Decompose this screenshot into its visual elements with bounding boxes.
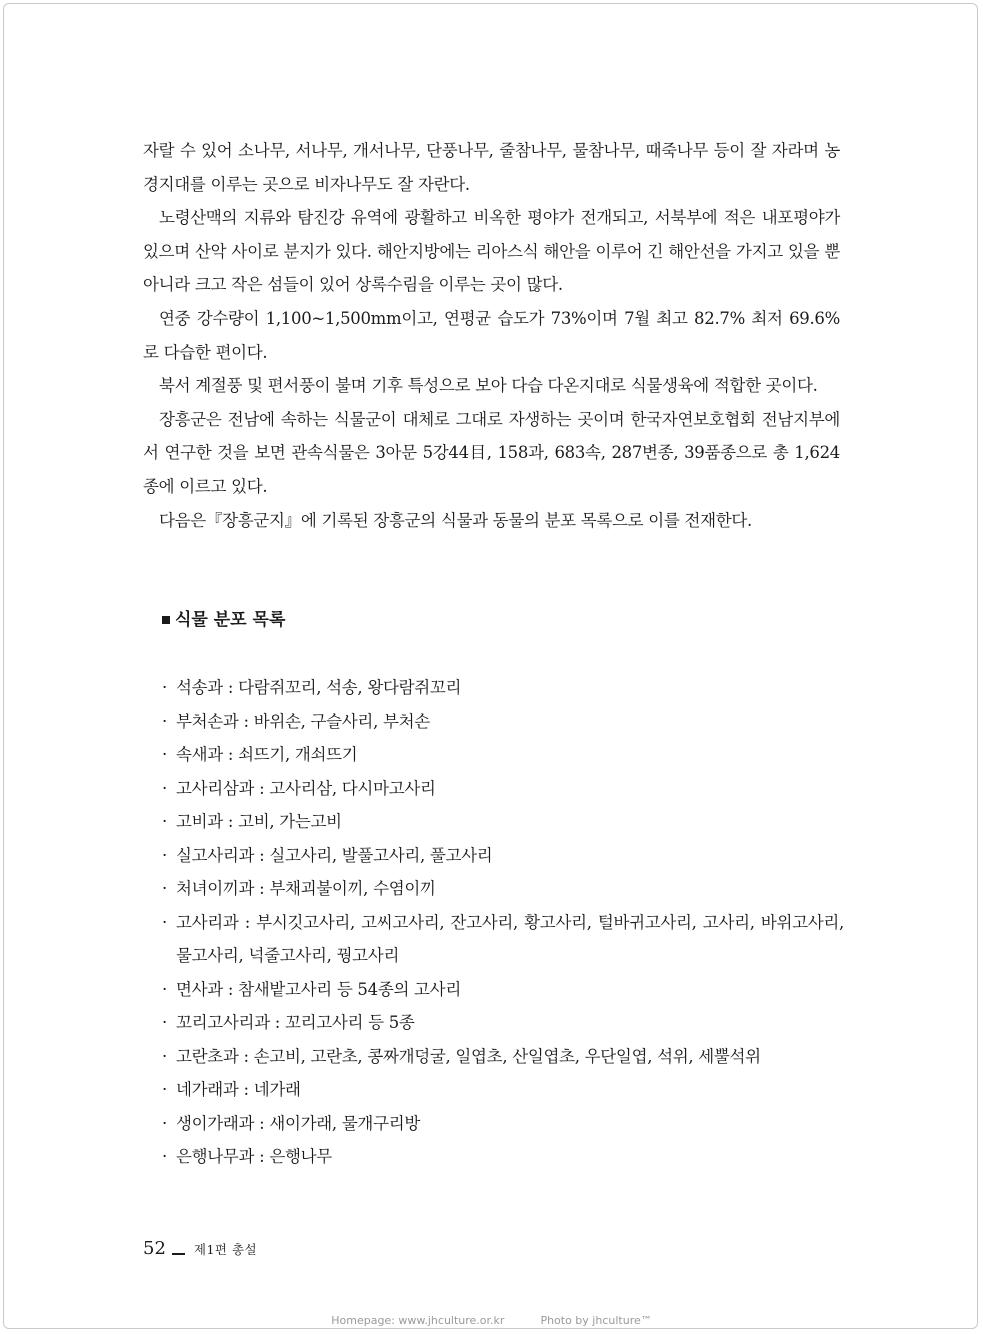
list-item-text: 속새과 : 쇠뜨기, 개쇠뜨기: [176, 745, 358, 764]
list-item: [162, 1006, 844, 1040]
list-item-text: 고사리삼과 : 고사리삼, 다시마고사리: [176, 778, 436, 798]
list-item: [162, 1040, 844, 1074]
bullet-dot-icon: ·: [162, 879, 167, 898]
list-item: [162, 1073, 844, 1107]
section-title: 식물 분포 목록: [175, 610, 286, 630]
paragraph: 연중 강수량이 1,100~1,500mm이고, 연평균 습도가 73%이며 7월 최고 82.7% 최저 69.6%로 다습한 편이다.: [143, 308, 840, 362]
paragraph: 노령산맥의 지류와 탐진강 유역에 광활하고 비옥한 평야가 전개되고, 서북부에 적은 내포평야가 있으며 산악 사이로 분지가 있다. 해안지방에는 리아스식 해안을 이루어 긴 해안선을 가지고 있을 뿐 아니라 크고 작은 섬들이 있어 상록수림을 이루는 곳이 많다.: [143, 208, 840, 295]
list-item-text: 실고사리과 : 실고사리, 발풀고사리, 풀고사리: [176, 845, 493, 865]
watermark: [0, 1314, 983, 1327]
bullet-dot-icon: ·: [162, 778, 167, 798]
bullet-dot-icon: ·: [162, 678, 167, 697]
list-item: [162, 772, 844, 806]
bullet-dot-icon: ·: [162, 1013, 167, 1032]
list-item-text: 고사리과 : 부시깃고사리, 고씨고사리, 잔고사리, 황고사리, 털바귀고사리, 고사리, 바위고사리, 물고사리, 넉줄고사리, 꿩고사리: [176, 912, 844, 965]
bullet-dot-icon: ·: [162, 1080, 167, 1099]
list-item: [162, 906, 844, 973]
paragraph: 자랄 수 있어 소나무, 서나무, 개서나무, 단풍나무, 줄참나무, 물참나무, 때죽나무 등이 잘 자라며 농경지대를 이루는 곳으로 비자나무도 잘 자란다.: [143, 141, 840, 194]
list-item-text: 생이가래과 : 새이가래, 물개구리방: [176, 1113, 420, 1133]
list-item-text: 석송과 : 다람쥐꼬리, 석송, 왕다람쥐꼬리: [176, 678, 462, 697]
body-text: [143, 134, 840, 537]
list-item-text: 고비과 : 고비, 가는고비: [176, 812, 342, 831]
list-item: [162, 1140, 844, 1174]
square-bullet-icon: [162, 616, 170, 624]
plant-list: [162, 671, 844, 1174]
bullet-dot-icon: ·: [162, 845, 167, 865]
paragraph: 장흥군은 전남에 속하는 식물군이 대체로 그대로 자생하는 곳이며 한국자연보호협회 전남지부에서 연구한 것을 보면 관속식물은 3아문 5강44目, 158과, 683속, 287변종, 39품종으로 총 1,624종에 이르고 있다.: [143, 409, 840, 496]
bullet-dot-icon: ·: [162, 812, 167, 831]
bullet-dot-icon: ·: [162, 1147, 167, 1166]
paragraph: 다음은『장흥군지』에 기록된 장흥군의 식물과 동물의 분포 목록으로 이를 전재한다.: [159, 510, 752, 530]
list-item: [162, 805, 844, 839]
list-item: [162, 671, 844, 705]
footer-rule: [172, 1253, 185, 1255]
list-item-text: 꼬리고사리과 : 꼬리고사리 등 5종: [176, 1013, 415, 1032]
bullet-dot-icon: ·: [162, 912, 167, 932]
list-item-text: 은행나무과 : 은행나무: [176, 1147, 332, 1166]
section-heading: [162, 606, 285, 634]
list-item: [162, 973, 844, 1007]
bullet-dot-icon: ·: [162, 1046, 167, 1066]
list-item-text: 처녀이끼과 : 부채괴불이끼, 수염이끼: [176, 879, 436, 898]
list-item: [162, 738, 844, 772]
list-item-text: 면사과 : 참새밭고사리 등 54종의 고사리: [176, 979, 461, 999]
list-item: [162, 872, 844, 906]
watermark-homepage: Homepage: www.jhculture.or.kr: [331, 1314, 505, 1327]
page-number: 52: [143, 1238, 166, 1259]
list-item: [162, 1107, 844, 1141]
chapter-name: 제1편 총설: [193, 1242, 258, 1257]
bullet-dot-icon: ·: [162, 1113, 167, 1133]
list-item: [162, 839, 844, 873]
bullet-dot-icon: ·: [162, 979, 167, 999]
page-footer: [143, 1238, 257, 1259]
paragraph: 북서 계절풍 및 편서풍이 불며 기후 특성으로 보아 다습 다온지대로 식물생육에 적합한 곳이다.: [159, 376, 818, 396]
list-item-text: 고란초과 : 손고비, 고란초, 콩짜개덩굴, 일엽초, 산일엽초, 우단일엽, 석위, 세뿔석위: [176, 1046, 761, 1066]
list-item-text: 네가래과 : 네가래: [176, 1080, 301, 1099]
bullet-dot-icon: ·: [162, 711, 167, 731]
list-item: [162, 705, 844, 739]
bullet-dot-icon: ·: [162, 745, 167, 764]
watermark-photo-credit: Photo by jhculture™: [540, 1314, 652, 1327]
list-item-text: 부처손과 : 바위손, 구슬사리, 부처손: [176, 711, 430, 731]
